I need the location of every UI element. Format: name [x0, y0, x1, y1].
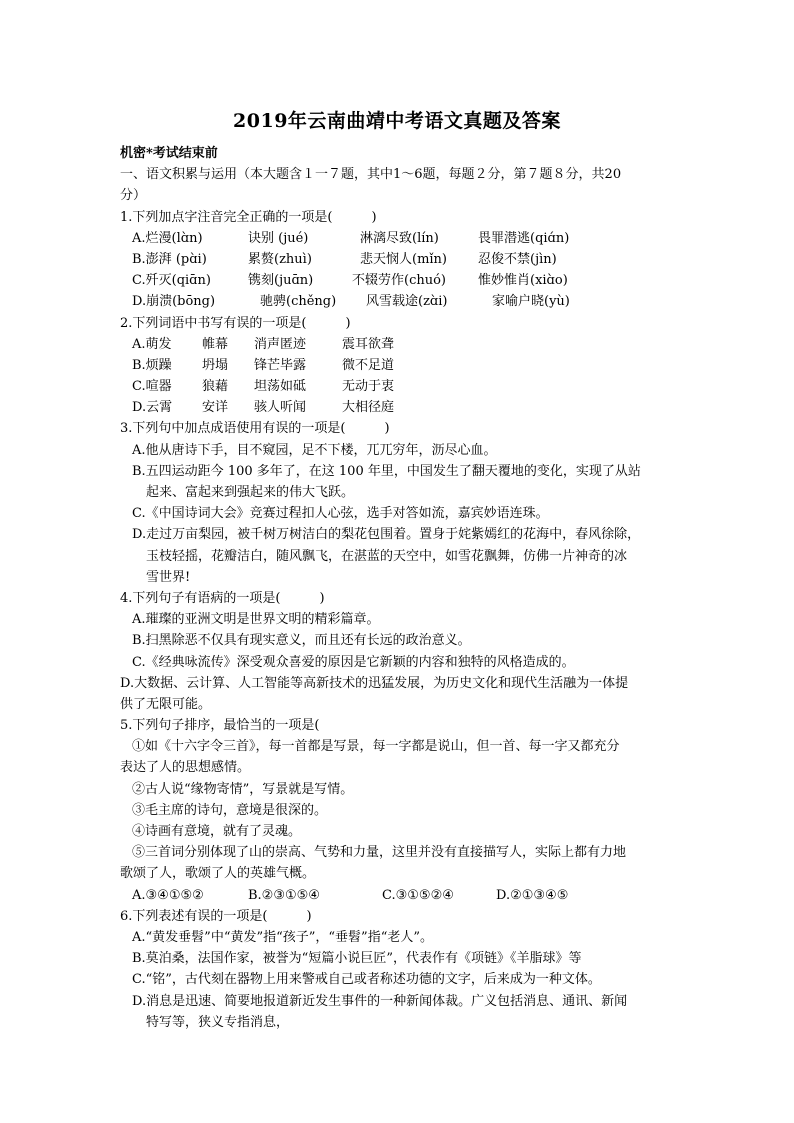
q3-option-b: B.五四运动距今 100 多年了，在这 100 年里，中国发生了翻天覆地的变化，实现了从站 [132, 463, 641, 479]
q2-c-item-1: C.喧器 [132, 379, 172, 395]
q2-d-item-1: D.云霄 [132, 400, 173, 416]
q5-option-c: C.③①⑤②④ [382, 887, 454, 903]
q5-sentence-4: ④诗画有意境，就有了灵魂。 [132, 824, 302, 839]
exam-content [120, 143, 680, 1033]
q2-b-item-4: 微不足道 [342, 357, 395, 373]
q6-option-a: A.“黄发垂髫”中“黄发”指“孩子”，“垂髫”指“老人”。 [132, 929, 433, 945]
q3-option-b-cont: 起来、富起来到强起来的伟大飞跃。 [146, 485, 355, 500]
q1-option-d [120, 291, 680, 312]
q1-option-a [120, 228, 680, 249]
q2-option-c [120, 376, 680, 397]
q1-b-item-1: B.澎湃 (pɑ̀i) [132, 251, 207, 267]
q6-option-d: D.消息是迅速、简要地报道新近发生事件的一种新闻体裁。广义包括消息、通讯、新闻 [132, 993, 628, 1009]
q2-b-item-3: 锋芒毕露 [254, 357, 307, 373]
q1-c-item-4: 惟妙惟肖(xiɑ̀o) [478, 273, 568, 289]
q1-a-item-2: 诀别 (jué) [248, 230, 309, 246]
q5-sentence-5-cont: 歌颂了人，歌颂了人的英雄气概。 [120, 866, 316, 882]
q2-c-item-2: 狼藉 [202, 379, 229, 395]
question-5-stem: 5.下列句子排序，最恰当的一项是( [120, 718, 320, 734]
q1-b-item-2: 累赘(zhuì) [248, 251, 312, 267]
q1-b-item-4: 忍俊不禁(jìn) [478, 251, 557, 267]
q2-b-item-1: B.烦躁 [132, 357, 172, 373]
q3-option-d: D.走过万亩梨园，被千树万树洁白的梨花包围着。置身于姹紫嫣红的花海中，春风徐除， [132, 527, 641, 543]
q5-option-a: A.③④①⑤② [132, 887, 204, 903]
q2-c-item-3: 坦荡如砥 [254, 379, 307, 395]
q1-b-item-3: 悲天悯人(mǐn) [360, 251, 448, 267]
question-6-stem: 6.下列表述有误的一项是( ) [120, 908, 312, 924]
q3-option-d-cont-2: 雪世界! [146, 569, 191, 585]
q2-d-item-2: 安详 [202, 400, 229, 416]
q2-a-item-1: A.萌发 [132, 336, 172, 352]
q5-options [120, 885, 680, 906]
q1-d-item-1: D.崩溃(bōng) [132, 294, 216, 310]
q1-a-item-4: 畏罪潜逃(qiɑ́n) [478, 230, 570, 246]
q2-option-a [120, 334, 680, 355]
q1-a-item-3: 淋漓尽致(lín) [360, 230, 439, 246]
q1-a-item-1: A.烂漫(lɑ̀n) [132, 230, 203, 246]
question-1-stem: 1.下列加点字注音完全正确的一项是( ) [120, 209, 377, 225]
q3-option-c: C.《中国诗词大会》竞赛过程扣人心弦，选手对答如流，嘉宾妙语连珠。 [132, 506, 549, 522]
q5-sentence-5: ⑤三首词分别体现了山的崇高、气势和力量，这里并没有直接描写人，实际上都有力地 [132, 845, 627, 861]
q4-option-d: D.大数据、云计算、人工智能等高新技术的迅猛发展，为历史文化和现代生活融为一体提 [120, 675, 629, 691]
q6-option-b: B.莫泊桑，法国作家，被誉为“短篇小说巨匠”，代表作有《项链》《羊脂球》等 [132, 951, 582, 967]
q1-d-item-3: 风雪载途(zɑ̀i) [366, 294, 448, 310]
q3-option-a: A.他从唐诗下手，目不窥园，足不下楼，兀兀穷年，沥尽心血。 [132, 442, 497, 458]
q5-sentence-1: ①如《十六字令三首》，每一首都是写景，每一字都是说山，但一首、每一字又都充分 [132, 739, 620, 755]
q2-a-item-2: 帷幕 [202, 336, 229, 352]
page-title: 2019年云南曲靖中考语文真题及答案 [233, 110, 561, 132]
q5-sentence-1-cont: 表达了人的思想感情。 [120, 760, 251, 776]
q2-a-item-3: 消声匿迹 [254, 336, 307, 352]
q2-a-item-4: 震耳欲聋 [342, 336, 395, 352]
confidential-note: 机密*考试结束前 [120, 146, 218, 161]
q1-d-item-2: 驰骋(chěng) [260, 294, 337, 310]
question-3-stem: 3.下列句中加点成语使用有误的一项是( ) [120, 421, 390, 437]
q5-option-b: B.②③①⑤④ [248, 887, 320, 903]
q6-option-d-cont: 特写等，狭义专指消息， [146, 1014, 290, 1030]
question-2-stem: 2.下列词语中书写有误的一项是( ) [120, 315, 351, 331]
section-heading-cont: 分） [120, 188, 147, 204]
q5-sentence-2: ②古人说“缘物寄情”，写景就是写情。 [132, 781, 354, 797]
question-4-stem: 4.下列句子有语病的一项是( ) [120, 590, 325, 606]
q3-option-d-cont-1: 玉枝轻摇，花瓣洁白，随风飘飞，在湛蓝的天空中，如雪花飘舞，仿佛一片神奇的冰 [146, 548, 628, 564]
q1-c-item-2: 镌刻(juɑ̄n) [248, 273, 314, 289]
q1-option-c [120, 270, 680, 291]
q2-c-item-4: 无动于衷 [342, 379, 395, 395]
q4-option-c: C.《经典咏流传》深受观众喜爱的原因是它新颖的内容和独特的风格造成的。 [132, 654, 575, 670]
q1-c-item-1: C.歼灭(qiɑ̄n) [132, 273, 211, 289]
q2-option-b [120, 355, 680, 376]
q6-option-c: C.“铭”，古代刻在器物上用来警戒自己或者称述功德的文字，后来成为一种文体。 [132, 972, 601, 988]
q4-option-a: A.璀璨的亚洲文明是世界文明的精彩篇章。 [132, 612, 380, 628]
q5-option-d: D.②①③④⑤ [496, 887, 569, 903]
q2-b-item-2: 坍塌 [202, 357, 229, 373]
q1-c-item-3: 不辍劳作(chuó) [352, 273, 446, 289]
q4-option-d-cont: 供了无限可能。 [120, 696, 212, 712]
q1-d-item-4: 家喻户晓(yù) [492, 294, 570, 310]
q5-sentence-3: ③毛主席的诗句，意境是很深的。 [132, 802, 328, 818]
q2-d-item-4: 大相径庭 [342, 400, 395, 416]
q1-option-b [120, 249, 680, 270]
section-heading: 一、语文积累与运用（本大题含１一７题，其中1～6题，每题２分，第７题８分，共20 [120, 167, 622, 183]
q2-option-d [120, 397, 680, 418]
q4-option-b: B.扫黑除恶不仅具有现实意义，而且还有长远的政治意义。 [132, 633, 471, 649]
q2-d-item-3: 骇人听闻 [254, 400, 307, 416]
